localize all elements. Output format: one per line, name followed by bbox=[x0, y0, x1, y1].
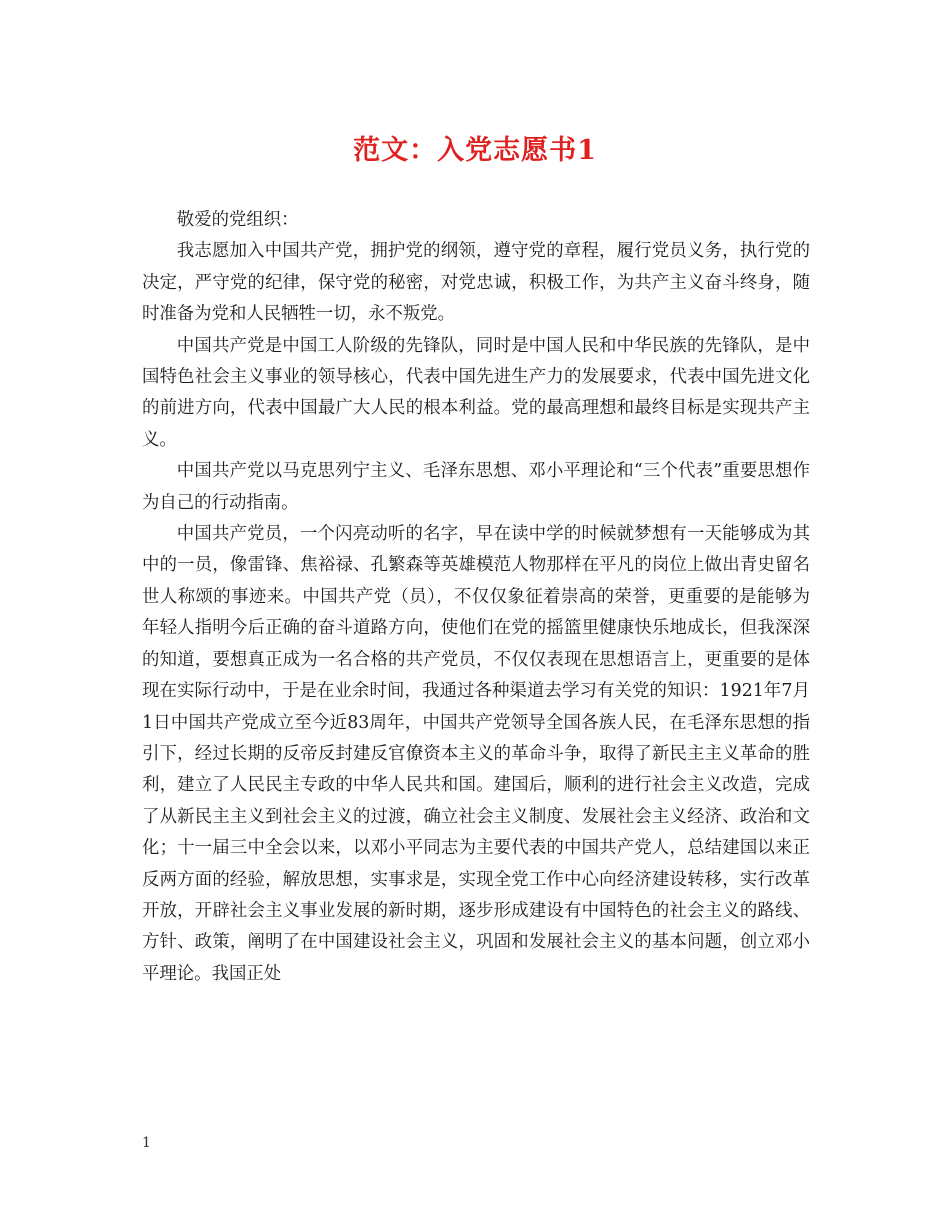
page-number: 1 bbox=[142, 1135, 151, 1151]
paragraph-1: 我志愿加入中国共产党，拥护党的纲领，遵守党的章程，履行党员义务，执行党的决定，严守党的纪律，保守党的秘密，对党忠诚，积极工作，为共产主义奋斗终身，随时准备为党和人民牺牲一切，永不叛党。 bbox=[142, 241, 810, 325]
salutation: 敬爱的党组织： bbox=[176, 210, 299, 230]
paragraph-4: 中国共产党员，一个闪亮动听的名字，早在读中学的时候就梦想有一天能够成为其中的一员，像雷锋、焦裕禄、孔繁森等英雄模范人物那样在平凡的岗位上做出青史留名世人称颂的事迹来。中国共产党（员），不仅仅象征着崇高的荣誉，更重要的是能够为年轻人指明今后正确的奋斗道路方向，使他们在党的摇篮里健康快乐地成长，但我深深的知道，要想真正成为一名合格的共产党员，不仅仅表现在思想语言上，更重要的是体现在实际行动中，于是在业余时间，我通过各种渠道去学习有关党的知识：1921年7月1日中国共产党成立至今近83周年，中国共产党领导全国各族人民，在毛泽东思想的指引下，经过长期的反帝反封建反官僚资本主义的革命斗争，取得了新民主主义革命的胜利，建立了人民民主专政的中华人民共和国。建国后，顺利的进行社会主义改造，完成了从新民主主义到社会主义的过渡，确立社会主义制度、发展社会主义经济、政治和文化；十一届三中全会以来，以邓小平同志为主要代表的中国共产党人，总结建国以来正反两方面的经验，解放思想，实事求是，实现全党工作中心向经济建设转移，实行改革开放，开辟社会主义事业发展的新时期，逐步形成建设有中国特色的社会主义的路线、方针、政策，阐明了在中国建设社会主义，巩固和发展社会主义的基本问题，创立邓小平理论。我国正处 bbox=[142, 524, 810, 984]
paragraph-2: 中国共产党是中国工人阶级的先锋队，同时是中国人民和中华民族的先锋队，是中国特色社会主义事业的领导核心，代表中国先进生产力的发展要求，代表中国先进文化的前进方向，代表中国最广大人民的根本利益。党的最高理想和最终目标是实现共产主义。 bbox=[142, 335, 810, 450]
paragraph-3: 中国共产党以马克思列宁主义、毛泽东思想、邓小平理论和“三个代表”重要思想作为自己的行动指南。 bbox=[142, 461, 810, 513]
document-title: 范文：入党志愿书1 bbox=[353, 135, 597, 166]
document-body bbox=[142, 205, 810, 990]
